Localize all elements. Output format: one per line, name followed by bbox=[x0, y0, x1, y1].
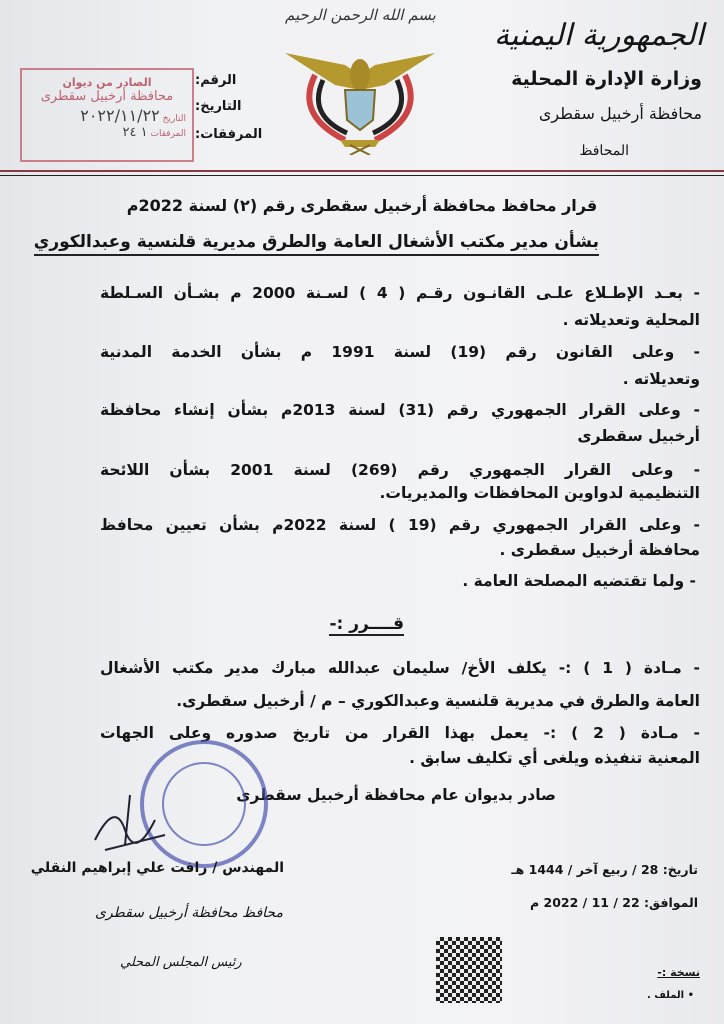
article-2b: المعنية تنفيذه ويلغى أي تكليف سابق . bbox=[409, 749, 700, 767]
preamble-4a: - وعلى القرار الجمهوري رقم (269) لسنة 2001 بشأن اللائحة bbox=[100, 461, 701, 479]
yemen-emblem-icon bbox=[285, 45, 435, 159]
preamble-3b: أرخبيل سقطرى bbox=[577, 427, 700, 445]
header-divider-2 bbox=[0, 175, 724, 176]
country-name: الجمهورية اليمنية bbox=[493, 18, 704, 53]
stamp-date-label: التاريخ bbox=[162, 114, 186, 124]
preamble-1b: المحلية وتعديلاته . bbox=[562, 311, 700, 329]
preamble-4b: التنظيمية لدواوين المحافظات والمديريات. bbox=[379, 484, 700, 502]
qr-code-icon bbox=[436, 937, 502, 1003]
governorate-name: محافظة أرخبيل سقطرى bbox=[538, 104, 702, 123]
header-divider bbox=[0, 170, 724, 172]
issued-at: صادر بديوان عام محافظة أرخبيل سقطرى bbox=[236, 786, 556, 804]
ref-number-label: الرقم: bbox=[195, 73, 237, 88]
registry-stamp bbox=[20, 68, 194, 162]
ref-date-label: التاريخ: bbox=[195, 99, 242, 114]
preamble-6: - ولما تقتضيه المصلحة العامة . bbox=[462, 572, 696, 590]
article-2a: - مـادة ( 2 ) :- يعمل بهذا القرار من تاريخ صدوره وعلى الجهات bbox=[100, 724, 700, 742]
preamble-5b: محافظة أرخبيل سقطرى . bbox=[499, 541, 700, 559]
signatory-title-governor: محافظ محافظة أرخبيل سقطرى bbox=[95, 905, 283, 921]
ref-attachments-label: المرفقات: bbox=[195, 127, 263, 142]
signature-icon bbox=[85, 790, 175, 864]
stamp-att-handwritten: ١ ٢٤ bbox=[122, 125, 148, 140]
decided-heading: قــــرر :- bbox=[329, 614, 404, 634]
decree-title: قرار محافظ محافظة أرخبيل سقطرى رقم (٢) لسنة 2022م bbox=[126, 196, 598, 215]
hijri-date: تاريخ: 28 / ربيع آخر / 1444 هـ bbox=[511, 862, 698, 877]
stamp-line2: محافظة أرخبيل سقطرى bbox=[40, 89, 174, 104]
stamp-line1: الصادر من ديوان bbox=[62, 76, 152, 89]
office-name: المحافظ bbox=[579, 143, 629, 159]
preamble-2a: - وعلى القانون رقم (19) لسنة 1991 م بشأن الخدمة المدنية bbox=[100, 343, 700, 361]
signatory-title-council: رئيس المجلس المحلي bbox=[120, 955, 242, 970]
copies-item-text: الملف . bbox=[646, 990, 685, 1001]
stamp-att-label: المرفقات bbox=[150, 129, 186, 139]
gregorian-date: الموافق: 22 / 11 / 2022 م bbox=[530, 895, 698, 910]
copies-label: نسخة :- bbox=[657, 966, 700, 979]
ministry-name: وزارة الإدارة المحلية bbox=[511, 68, 702, 90]
stamp-date-handwritten: ٢٠٢٢/١١/٢٢ bbox=[80, 106, 160, 125]
preamble-1a: - بعـد الإطـلاع علـى القانـون رقـم ( 4 ) لسـنة 2000 م بشـأن السـلطة bbox=[100, 284, 700, 302]
decree-subject: بشأن مدير مكتب الأشغال العامة والطرق مديرية قلنسية وعبدالكوري bbox=[34, 232, 599, 256]
basmala: بسم الله الرحمن الرحيم bbox=[285, 6, 436, 24]
preamble-2b: وتعديلاته . bbox=[622, 370, 700, 388]
copies-item-file: • الملف . bbox=[646, 990, 694, 1001]
article-1b: العامة والطرق في مديرية قلنسية وعبدالكوري – م / أرخبيل سقطرى. bbox=[176, 692, 700, 710]
signatory-name: المهندس / رافت علي إبراهيم النقلي bbox=[30, 860, 284, 876]
article-1a: - مـادة ( 1 ) :- يكلف الأخ/ سليمان عبدالله مبارك مدير مكتب الأشغال bbox=[100, 659, 700, 677]
preamble-3a: - وعلى القرار الجمهوري رقم (31) لسنة 2013م بشأن إنشاء محافظة bbox=[100, 401, 700, 419]
preamble-5a: - وعلى القرار الجمهوري رقم (19 ) لسنة 2022م بشأن تعيين محافظ bbox=[100, 516, 700, 534]
